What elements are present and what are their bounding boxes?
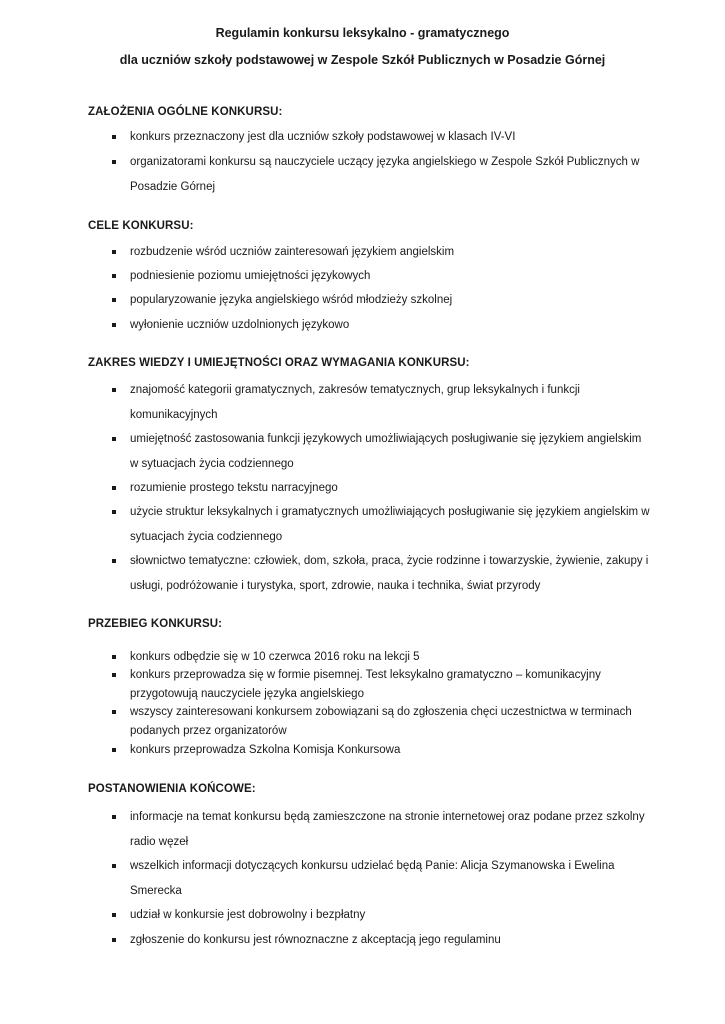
bullet-icon bbox=[112, 815, 116, 819]
document-title-line-2: dla uczniów szkoły podstawowej w Zespole Szkół Publicznych w Posadzie Górnej bbox=[119, 53, 606, 67]
section-heading-general: ZAŁOŻENIA OGÓLNE KONKURSU: bbox=[88, 106, 283, 118]
list-item-text: informacje na temat konkursu będą zamieszczone na stronie internetowej oraz podane przez szkolny radio węzeł bbox=[130, 811, 645, 848]
bullet-icon bbox=[112, 160, 116, 164]
list-item-text: zgłoszenie do konkursu jest równoznaczne z akceptacją jego regulaminu bbox=[130, 934, 501, 946]
list-item-text: konkurs odbędzie się w 10 czerwca 2016 roku na lekcji 5 bbox=[130, 651, 420, 663]
list-item-text: podniesienie poziomu umiejętności językowych bbox=[130, 270, 371, 282]
bullet-icon bbox=[112, 913, 116, 917]
bullet-icon bbox=[112, 559, 116, 563]
bullet-icon bbox=[112, 388, 116, 392]
list-item-text: słownictwo tematyczne: człowiek, dom, szkoła, praca, życie rodzinne i towarzyskie, żywienie, zakupy i usługi, podróżowanie i turystyka, sport, zdrowie, nauka i technika, świat przyrody bbox=[130, 555, 649, 592]
bullet-icon bbox=[112, 323, 116, 327]
bullet-icon bbox=[112, 748, 116, 752]
section-heading-final: POSTANOWIENIA KOŃCOWE: bbox=[88, 783, 256, 795]
list-item-text: popularyzowanie języka angielskiego wśród młodzieży szkolnej bbox=[130, 294, 453, 306]
list-item-text: konkurs przeznaczony jest dla uczniów szkoły podstawowej w klasach IV-VI bbox=[130, 131, 516, 143]
list-item-text: wszelkich informacji dotyczących konkursu udzielać będą Panie: Alicja Szymanowska i Ewelina Smerecka bbox=[130, 860, 615, 897]
bullet-icon bbox=[112, 510, 116, 514]
bullet-icon bbox=[112, 673, 116, 677]
list-item-text: konkurs przeprowadza się w formie pisemnej. Test leksykalno gramatyczno – komunikacyjny przygotowują nauczyciele języka angielskiego bbox=[130, 669, 601, 700]
section-heading-goals: CELE KONKURSU: bbox=[88, 220, 194, 232]
bullet-icon bbox=[112, 938, 116, 942]
bullet-icon bbox=[112, 274, 116, 278]
list-item-text: wszyscy zainteresowani konkursem zobowiązani są do zgłoszenia chęci uczestnictwa w terminach podanych przez organizatorów bbox=[130, 706, 632, 737]
bullet-icon bbox=[112, 864, 116, 868]
bullet-icon bbox=[112, 250, 116, 254]
section-heading-scope: ZAKRES WIEDZY I UMIEJĘTNOŚCI ORAZ WYMAGANIA KONKURSU: bbox=[88, 357, 470, 369]
list-item-text: konkurs przeprowadza Szkolna Komisja Konkursowa bbox=[130, 744, 401, 756]
bullet-icon bbox=[112, 486, 116, 490]
bullet-icon bbox=[112, 298, 116, 302]
bullet-icon bbox=[112, 655, 116, 659]
list-item-text: rozbudzenie wśród uczniów zainteresowań językiem angielskim bbox=[130, 246, 455, 258]
list-item-text: organizatorami konkursu są nauczyciele uczący języka angielskiego w Zespole Szkół Publicznych w Posadzie Górnej bbox=[130, 156, 640, 193]
bullet-icon bbox=[112, 437, 116, 441]
list-item-text: udział w konkursie jest dobrowolny i bezpłatny bbox=[130, 909, 366, 921]
list-item-text: umiejętność zastosowania funkcji językowych umożliwiających posługiwanie się językiem angielskim w sytuacjach życia codziennego bbox=[130, 433, 642, 470]
document-title-line-1: Regulamin konkursu leksykalno - gramatycznego bbox=[215, 26, 510, 40]
list-item-text: rozumienie prostego tekstu narracyjnego bbox=[130, 482, 338, 494]
list-item-text: znajomość kategorii gramatycznych, zakresów tematycznych, grup leksykalnych i funkcji komunikacyjnych bbox=[130, 384, 580, 421]
bullet-icon bbox=[112, 710, 116, 714]
section-heading-course: PRZEBIEG KONKURSU: bbox=[88, 618, 223, 630]
list-item-text: wyłonienie uczniów uzdolnionych językowo bbox=[130, 319, 350, 331]
bullet-icon bbox=[112, 135, 116, 139]
list-item-text: użycie struktur leksykalnych i gramatycznych umożliwiających posługiwanie się językiem angielskim w sytuacjach życia codziennego bbox=[130, 506, 650, 543]
